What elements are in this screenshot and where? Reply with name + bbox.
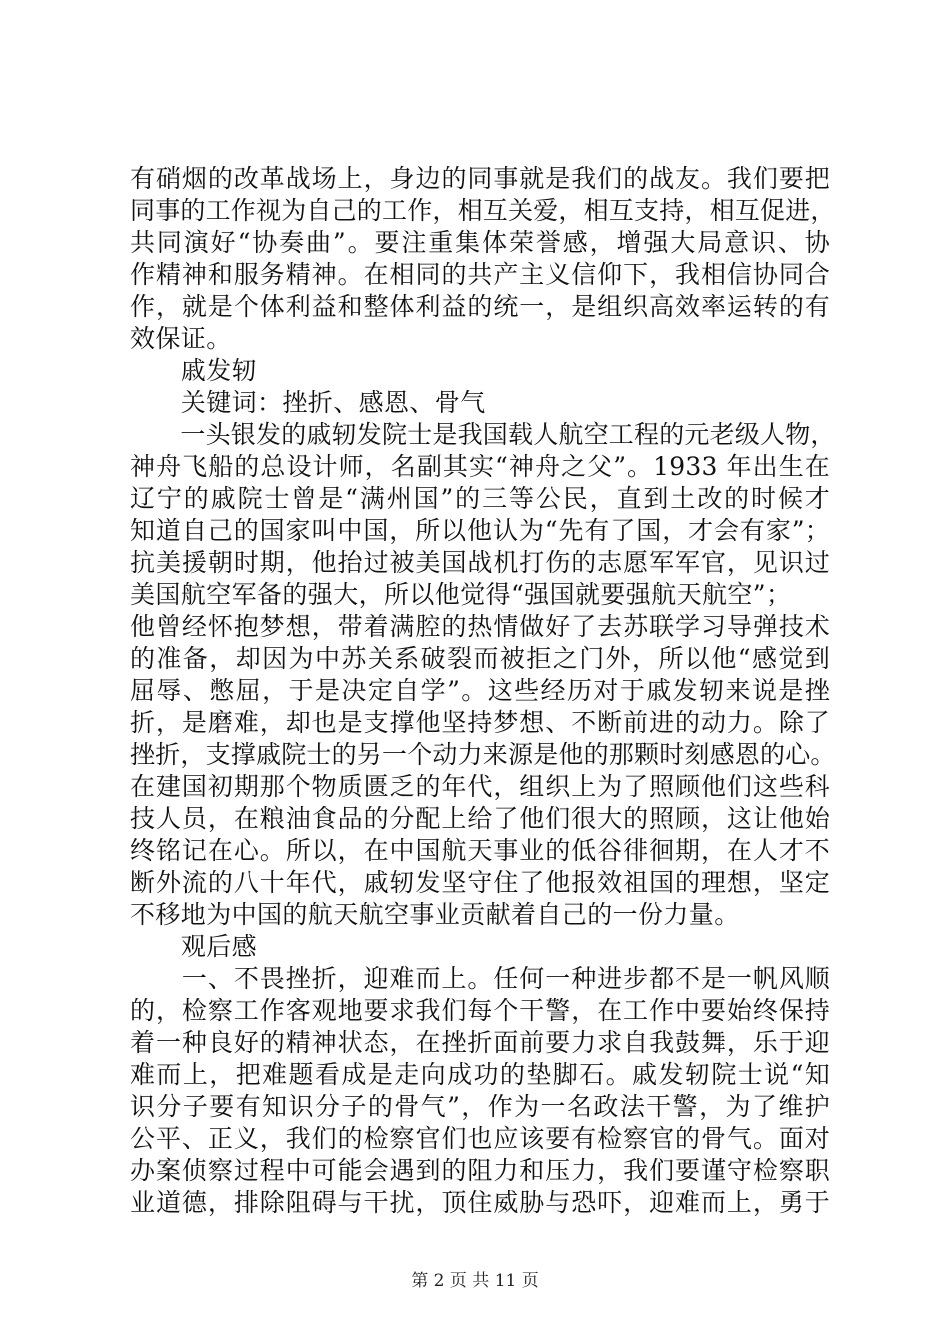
text-line: 技人员，在粮油食品的分配上给了他们很大的照顾，这让他始 [130,804,830,833]
text-line: 的，检察工作客观地要求我们每个干警，在工作中要始终保持 [130,996,830,1025]
text-line: 识分子要有知识分子的骨气”，作为一名政法干警，为了维护 [130,1092,830,1121]
text-line: 的准备，却因为中苏关系破裂而被拒之门外，所以他“感觉到 [130,644,830,673]
text-line: 着一种良好的精神状态，在挫折面前要力求自我鼓舞，乐于迎 [130,1028,830,1057]
text-line: 终铭记在心。所以，在中国航天事业的低谷徘徊期，在人才不 [130,836,830,865]
text-line: 效保证。 [130,324,232,353]
page-number: 第 2 页 共 11 页 [411,1271,539,1291]
text-line: 关键词：挫折、感恩、骨气 [130,388,486,417]
text-line: 一、不畏挫折，迎难而上。任何一种进步都不是一帆风顺 [130,964,830,993]
text-line: 难而上，把难题看成是走向成功的垫脚石。戚发轫院士说“知 [130,1060,830,1089]
text-line: 作，就是个体利益和整体利益的统一，是组织高效率运转的有 [130,292,830,321]
text-line: 同事的工作视为自己的工作，相互关爱，相互支持，相互促进， [130,196,836,225]
text-line: 屈辱、憋屈，于是决定自学”。这些经历对于戚发轫来说是挫 [130,676,830,705]
text-line: 一头银发的戚轫发院士是我国载人航空工程的元老级人物， [130,420,836,449]
text-line: 知道自己的国家叫中国，所以他认为“先有了国，才会有家”； [130,516,830,545]
text-line: 办案侦察过程中可能会遇到的阻力和压力，我们要谨守检察职 [130,1156,830,1185]
text-line: 挫折，支撑戚院士的另一个动力来源是他的那颗时刻感恩的心。 [130,740,836,769]
text-line: 有硝烟的改革战场上，身边的同事就是我们的战友。我们要把 [130,164,830,193]
text-line: 神舟飞船的总设计师，名副其实“神舟之父”。1933 年出生在 [130,452,830,481]
text-line: 观后感 [130,932,258,961]
text-line: 戚发轫 [130,356,258,385]
text-line: 公平、正义，我们的检察官们也应该要有检察官的骨气。面对 [130,1124,830,1153]
text-line: 他曾经怀抱梦想，带着满腔的热情做好了去苏联学习导弹技术 [130,612,830,641]
page-footer [0,1266,950,1291]
text-line: 在建国初期那个物质匮乏的年代，组织上为了照顾他们这些科 [130,772,830,801]
text-line: 美国航空军备的强大，所以他觉得“强国就要强航天航空”； [130,580,792,609]
text-line: 抗美援朝时期，他抬过被美国战机打伤的志愿军军官，见识过 [130,548,830,577]
text-line: 不移地为中国的航天航空事业贡献着自己的一份力量。 [130,900,740,929]
text-line: 作精神和服务精神。在相同的共产主义信仰下，我相信协同合 [130,260,830,289]
text-line: 折，是磨难，却也是支撑他坚持梦想、不断前进的动力。除了 [130,708,830,737]
text-line: 断外流的八十年代，戚轫发坚守住了他报效祖国的理想，坚定 [130,868,830,897]
text-line: 共同演好“协奏曲”。要注重集体荣誉感，增强大局意识、协 [130,228,830,257]
text-line: 辽宁的戚院士曾是“满州国”的三等公民，直到土改的时候才 [130,484,830,513]
document-body [130,163,836,1219]
text-line: 业道德，排除阻碍与干扰，顶住威胁与恐吓，迎难而上，勇于 [130,1188,830,1217]
